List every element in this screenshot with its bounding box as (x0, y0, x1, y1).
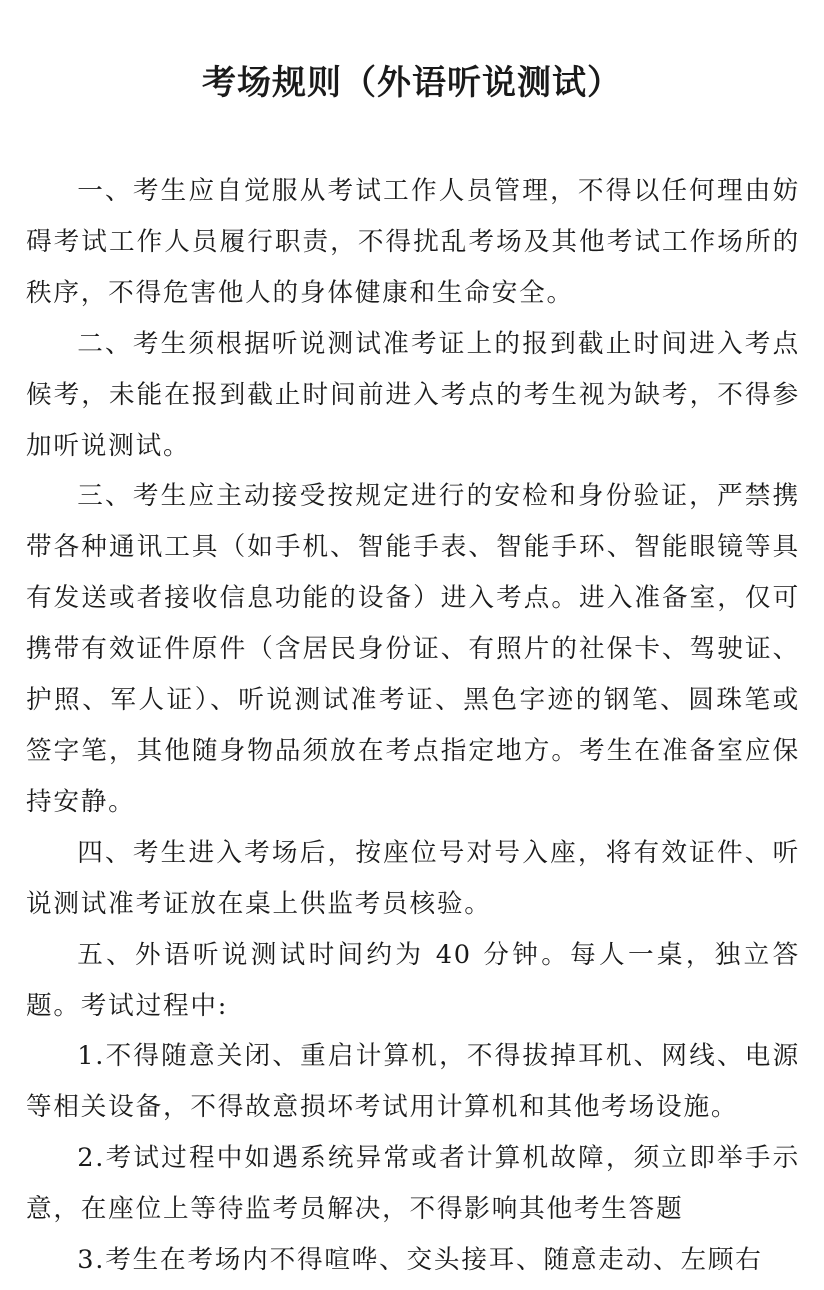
rule-paragraph-1: 一、考生应自觉服从考试工作人员管理，不得以任何理由妨碍考试工作人员履行职责，不得扰乱考场及其他考试工作场所的秩序，不得危害他人的身体健康和生命安全。 (26, 176, 800, 308)
document-body (26, 166, 800, 1286)
rule-subitem-1: 1.不得随意关闭、重启计算机，不得拔掉耳机、网线、电源等相关设备，不得故意损坏考试用计算机和其他考场设施。 (26, 1041, 800, 1123)
rule-paragraph-4: 四、考生进入考场后，按座位号对号入座，将有效证件、听说测试准考证放在桌上供监考员核验。 (26, 837, 800, 919)
rule-subitem-2: 2.考试过程中如遇系统异常或者计算机故障，须立即举手示意，在座位上等待监考员解决，不得影响其他考生答题 (26, 1143, 800, 1225)
rule-paragraph-5: 五、外语听说测试时间约为 40 分钟。每人一桌，独立答题。考试过程中: (26, 939, 800, 1021)
rule-paragraph-3: 三、考生应主动接受按规定进行的安检和身份验证，严禁携带各种通讯工具（如手机、智能手表、智能手环、智能眼镜等具有发送或者接收信息功能的设备）进入考点。进入准备室，仅可携带有效证件原件（含居民身份证、有照片的社保卡、驾驶证、护照、军人证）、听说测试准考证、黑色字迹的钢笔、圆珠笔或签字笔，其他随身物品须放在考点指定地方。考生在准备室应保持安静。 (26, 481, 800, 817)
rule-subitem-3: 3.考生在考场内不得喧哗、交头接耳、随意走动、左顾右 (77, 1245, 763, 1276)
rule-paragraph-2: 二、考生须根据听说测试准考证上的报到截止时间进入考点候考，未能在报到截止时间前进入考点的考生视为缺考，不得参加听说测试。 (26, 328, 800, 461)
document-title: 考场规则（外语听说测试） (202, 63, 622, 103)
